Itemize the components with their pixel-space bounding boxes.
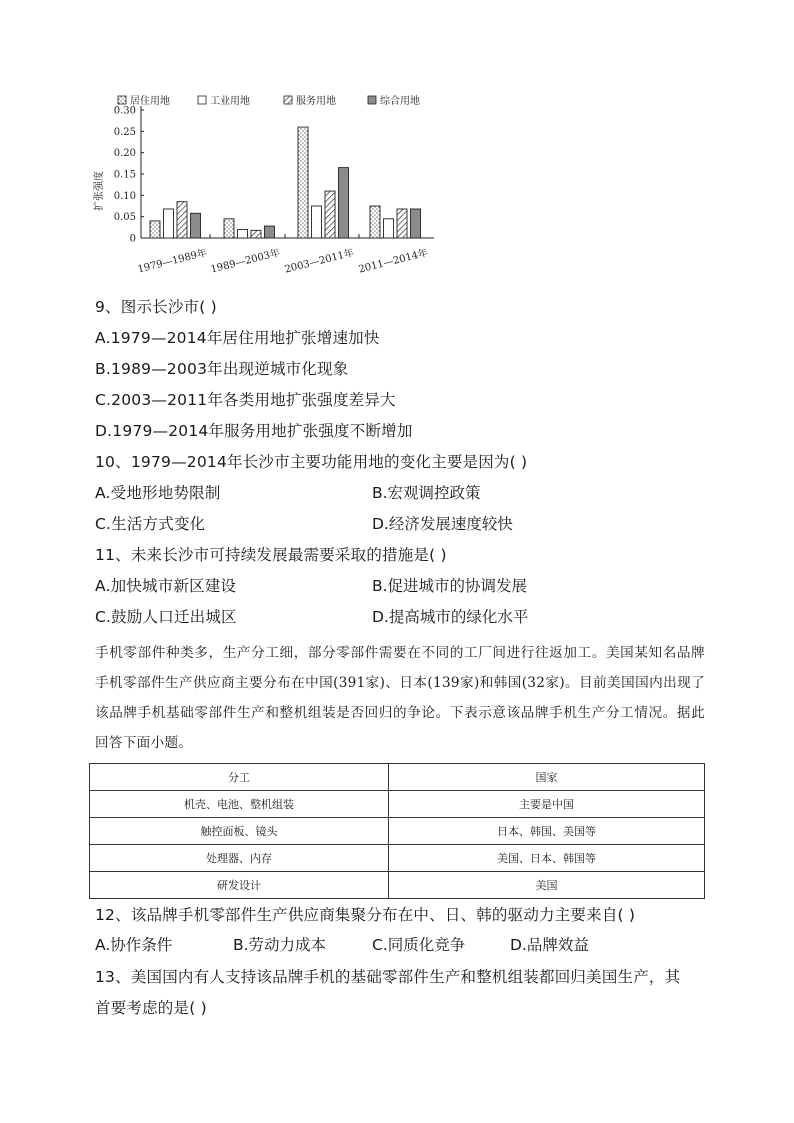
bar xyxy=(370,206,380,238)
bar xyxy=(339,168,349,238)
y-tick-label: 0.10 xyxy=(113,190,136,202)
q11-option-a[interactable]: A.加快城市新区建设 xyxy=(95,577,237,595)
chart-legend xyxy=(118,94,420,107)
table-header-cell: 分工 xyxy=(90,764,389,791)
table-cell: 机壳、电池、整机组装 xyxy=(90,791,389,818)
x-tick-label: 2011—2014年 xyxy=(357,247,430,276)
y-tick-label: 0.15 xyxy=(113,169,136,181)
q11-stem: 11、未来长沙市可持续发展最需要采取的措施是( ) xyxy=(95,546,447,564)
q10-option-c[interactable]: C.生活方式变化 xyxy=(95,515,206,533)
bar xyxy=(238,229,248,238)
y-tick-label: 0.25 xyxy=(113,126,136,138)
legend-label: 服务用地 xyxy=(296,96,336,107)
bar xyxy=(397,209,407,238)
q12-option-b[interactable]: B.劳动力成本 xyxy=(233,936,327,954)
x-tick-label: 1979—1989年 xyxy=(136,247,209,276)
bar xyxy=(384,219,394,238)
q9-option-d[interactable]: D.1979—2014年服务用地扩张强度不断增加 xyxy=(95,422,413,440)
bar xyxy=(312,206,322,238)
bar xyxy=(325,191,335,238)
bar xyxy=(191,213,201,238)
q10-option-a[interactable]: A.受地形地势限制 xyxy=(95,484,221,502)
table-cell: 日本、韩国、美国等 xyxy=(389,818,705,845)
table-header-row xyxy=(90,764,705,791)
legend-swatch xyxy=(198,96,206,104)
q11-option-d[interactable]: D.提高城市的绿化水平 xyxy=(372,608,529,626)
table-row xyxy=(90,872,705,899)
q13-stem-line1: 13、美国国内有人支持该品牌手机的基础零部件生产和整机组装都回归美国生产，其 xyxy=(95,968,681,986)
bar xyxy=(298,127,308,238)
legend-swatch xyxy=(118,96,126,104)
legend-label: 综合用地 xyxy=(380,96,420,107)
legend-label: 工业用地 xyxy=(210,96,250,107)
legend-swatch xyxy=(368,96,376,104)
q9-option-a[interactable]: A.1979—2014年居住用地扩张增速加快 xyxy=(95,329,380,347)
y-tick-label: 0 xyxy=(129,233,136,245)
q10-option-b[interactable]: B.宏观调控政策 xyxy=(372,484,481,502)
land-use-bar-chart xyxy=(88,88,448,283)
y-tick-label: 0.30 xyxy=(113,105,136,117)
bar xyxy=(164,209,174,238)
table-cell: 美国、日本、韩国等 xyxy=(389,845,705,872)
q13-stem-line2: 首要考虑的是( ) xyxy=(95,999,207,1017)
table-row xyxy=(90,845,705,872)
q12-option-c[interactable]: C.同质化竞争 xyxy=(372,936,466,954)
x-tick-label: 1989—2003年 xyxy=(209,247,282,276)
table-cell: 美国 xyxy=(389,872,705,899)
q12-option-d[interactable]: D.品牌效益 xyxy=(510,936,589,954)
table-cell: 主要是中国 xyxy=(389,791,705,818)
bar xyxy=(177,202,187,238)
bar xyxy=(150,221,160,238)
table-header-cell: 国家 xyxy=(389,764,705,791)
q9-stem: 9、图示长沙市( ) xyxy=(95,298,217,316)
q11-option-c[interactable]: C.鼓励人口迁出城区 xyxy=(95,608,237,626)
bar xyxy=(265,226,275,238)
table-cell: 处理器、内存 xyxy=(90,845,389,872)
q9-option-c[interactable]: C.2003—2011年各类用地扩张强度差异大 xyxy=(95,391,396,409)
division-of-labor-table xyxy=(89,763,705,899)
y-axis-label: 扩张强度 xyxy=(94,171,105,211)
q12-option-a[interactable]: A.协作条件 xyxy=(95,936,173,954)
y-tick-label: 0.05 xyxy=(113,212,136,224)
table-cell: 研发设计 xyxy=(90,872,389,899)
table-cell: 触控面板、镜头 xyxy=(90,818,389,845)
chart-bars xyxy=(150,127,421,238)
reading-passage: 手机零部件种类多，生产分工细，部分零部件需要在不同的工厂间进行往返加工。美国某知名品牌手机零部件生产供应商主要分布在中国(391家)、日本(139家)和韩国(32家)。目前美国国内出现了该品牌手机基础零部件生产和整机组装是否回归的争论。下表示意该品牌手机生产分工情况。据此回答下面小题。 xyxy=(95,645,705,751)
q11-option-b[interactable]: B.促进城市的协调发展 xyxy=(372,577,528,595)
bar xyxy=(224,219,234,238)
table-row xyxy=(90,818,705,845)
legend-swatch xyxy=(284,96,292,104)
table-row xyxy=(90,791,705,818)
bar xyxy=(251,230,261,238)
x-tick-label: 2003—2011年 xyxy=(283,247,356,276)
q12-stem: 12、该品牌手机零部件生产供应商集聚分布在中、日、韩的驱动力主要来自( ) xyxy=(95,906,636,924)
q10-stem: 10、1979—2014年长沙市主要功能用地的变化主要是因为( ) xyxy=(95,453,528,471)
q10-option-d[interactable]: D.经济发展速度较快 xyxy=(372,515,513,533)
y-tick-label: 0.20 xyxy=(113,148,136,160)
bar xyxy=(411,209,421,238)
chart-x-labels xyxy=(136,246,429,276)
legend-label: 居住用地 xyxy=(130,96,170,107)
q9-option-b[interactable]: B.1989—2003年出现逆城市化现象 xyxy=(95,360,349,378)
